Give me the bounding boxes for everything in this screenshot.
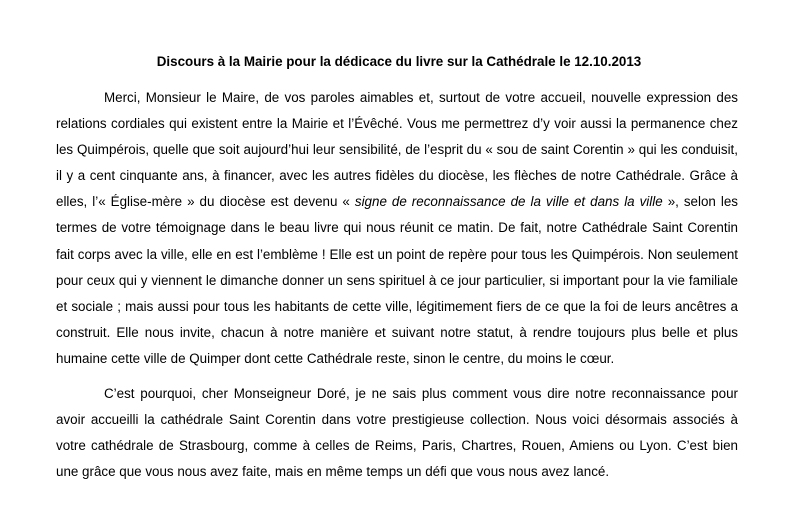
paragraph-1 bbox=[56, 85, 738, 372]
document-title: Discours à la Mairie pour la dédicace du livre sur la Cathédrale le 12.10.2013 bbox=[156, 54, 642, 69]
paragraph-2: C’est pourquoi, cher Monseigneur Doré, je ne sais plus comment vous dire notre reconnaissance pour avoir accueilli la cathédrale Saint Corentin dans votre prestigieuse collection. Nous voici désormais associés à votre cathédrale de Strasbourg, comme à celles de Reims, Paris, Chartres, Rouen, Amiens ou Lyon. C’est bien une grâce que vous nous avez faite, mais en même temps un défi que vous nous avez lancé. bbox=[56, 386, 738, 480]
paragraph-1-text-start: Merci, Monsieur le Maire, de vos paroles aimables et, surtout de votre accueil, nouvelle expression des relations cordiales qui existent entre la Mairie et l’Évêché. Vous me permettrez d’y voir aussi la permanence chez les Quimpérois, quelle que soit aujourd’hui leur sensibilité, de l’esprit du « sou de saint Corentin » qui les conduisit, il y a cent cinquante ans, à financer, avec les autres fidèles du diocèse, les flèches de notre Cathédrale. Grâce à elles, l’« Église-mère » du diocèse est devenu « bbox=[56, 90, 738, 210]
paragraph-1-quote: signe de reconnaissance de la ville et dans la ville bbox=[354, 194, 663, 210]
paragraph-1-text-end: », selon les termes de votre témoignage dans le beau livre qui nous réunit ce matin. De fait, notre Cathédrale Saint Corentin fait corps avec la ville, elle en est l’emblème ! Elle est un point de repère pour tous les Quimpérois. Non seulement pour ceux qui y viennent le dimanche donner un sens spirituel à ce jour particulier, si important pour la vie familiale et sociale ; mais aussi pour tous les habitants de cette ville, légitimement fiers de ce que la foi de leurs ancêtres a construit. Elle nous invite, chacun à notre manière et suivant notre statut, à rendre toujours plus belle et plus humaine cette ville de Quimper dont cette Cathédrale reste, sinon le centre, du moins le cœur. bbox=[56, 194, 738, 366]
